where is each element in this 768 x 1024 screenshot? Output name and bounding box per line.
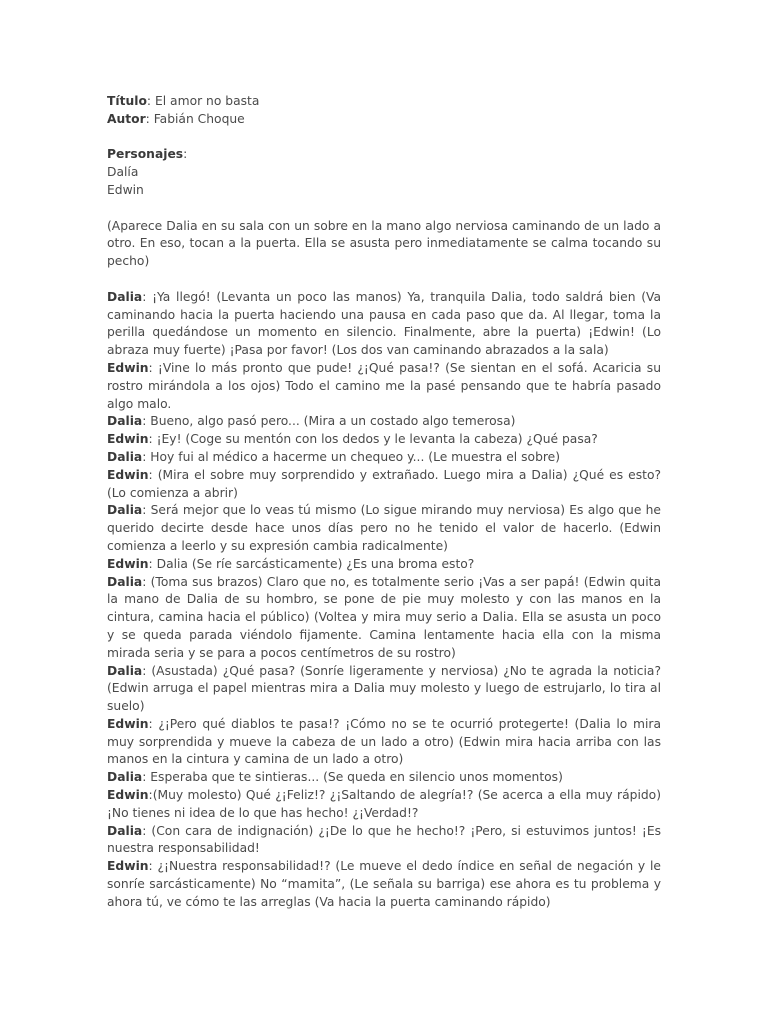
dialogue-text: : Será mejor que lo veas tú mismo (Lo sigue mirando muy nerviosa) Es algo que he querido decirte desde hace unos días pero no he tenido el valor de hacerlo. (Edwin comienza a leerlo y su expresión cambia radicalmente) [107, 503, 661, 553]
dialogue-text: : (Mira el sobre muy sorprendido y extrañado. Luego mira a Dalia) ¿Qué es esto? (Lo comienza a abrir) [107, 467, 661, 500]
dialogue-line [107, 823, 661, 859]
speaker-name: Edwin [107, 859, 149, 874]
speaker-name: Dalia [107, 574, 143, 589]
characters-colon: : [183, 147, 188, 162]
dialogue-line [107, 769, 661, 787]
author-label: Autor [107, 111, 146, 126]
dialogue-line [107, 574, 661, 663]
spacer [107, 271, 661, 289]
dialogue-line [107, 360, 661, 413]
speaker-name: Dalia [107, 414, 143, 429]
dialogue-text: : Esperaba que te sintieras... (Se queda en silencio unos momentos) [142, 770, 563, 785]
characters-heading [107, 146, 661, 164]
speaker-name: Edwin [107, 432, 149, 447]
dialogue-line [107, 502, 661, 555]
character-edwin: Edwin [107, 182, 144, 197]
title-label: Título [107, 94, 147, 108]
intro-stage-direction: (Aparece Dalia en su sala con un sobre en la mano algo nerviosa caminando de un lado a otro. En eso, tocan a la puerta. Ella se asusta pero inmediatamente se calma tocando su pecho) [107, 218, 661, 269]
speaker-name: Dalia [107, 449, 143, 464]
dialogue-text: : ¡Vine lo más pronto que pude! ¿¡Qué pasa!? (Se sientan en el sofá. Acaricia su rostro mirándola a los ojos) Todo el camino me la pasé pensando que te habría pasado algo malo. [107, 360, 661, 411]
title-value: : El amor no basta [146, 94, 260, 108]
dialogue-line [107, 858, 661, 911]
speaker-name: Edwin [107, 716, 149, 731]
dialogue-line [107, 556, 661, 574]
dialogue-block [107, 289, 661, 912]
dialogue-line [107, 787, 661, 823]
dialogue-text: : Bueno, algo pasó pero... (Mira a un costado algo temerosa) [142, 414, 516, 429]
author-value: : Fabián Choque [145, 111, 245, 126]
dialogue-text: : (Toma sus brazos) Claro que no, es totalmente serio ¡Vas a ser papá! (Edwin quita la mano de Dalia de su hombro, se pone de pie muy molesto y con las manos en la cintura, camina hacia el público) (Voltea y mira muy serio a Dalia. Ella se asusta un poco y se queda parada viéndolo fijamente. Camina lentamente hacia ella con la misma mirada seria y se para a pocos centímetros de su rostro) [107, 574, 661, 660]
dialogue-text: : (Con cara de indignación) ¿¡De lo que he hecho!? ¡Pero, si estuvimos juntos! ¡Es nuestra responsabilidad! [107, 823, 661, 856]
dialogue-text: : Hoy fui al médico a hacerme un chequeo y... (Le muestra el sobre) [142, 449, 561, 464]
dialogue-text: : (Asustada) ¿Qué pasa? (Sonríe ligeramente y nerviosa) ¿No te agrada la noticia? (Edwin arruga el papel mientras mira a Dalia muy molesto y luego de estrujarlo, lo tira al suelo) [107, 663, 661, 714]
script-page [107, 93, 661, 912]
spacer [107, 129, 661, 147]
dialogue-line [107, 467, 661, 503]
dialogue-line [107, 663, 661, 716]
dialogue-text: :(Muy molesto) Qué ¿¡Feliz!? ¿¡Saltando de alegría!? (Se acerca a ella muy rápido) ¡No tienes ni idea de lo que has hecho! ¿¡Verdad!? [107, 788, 661, 820]
character-dalia: Dalía [107, 165, 139, 180]
dialogue-line [107, 716, 661, 769]
speaker-name: Dalia [107, 823, 143, 838]
dialogue-text: : ¿¡Pero qué diablos te pasa!? ¡Cómo no se te ocurrió protegerte! (Dalia lo mira muy sorprendida y mueve la cabeza de un lado a otro) (Edwin mira hacia arriba con las manos en la cintura y camina de un lado a otro) [107, 716, 661, 767]
speaker-name: Dalia [107, 663, 143, 678]
characters-label: Personajes [107, 147, 184, 162]
title-line [107, 93, 661, 111]
dialogue-line [107, 431, 661, 449]
dialogue-line [107, 449, 661, 467]
dialogue-text: : Dalia (Se ríe sarcásticamente) ¿Es una broma esto? [148, 556, 475, 571]
dialogue-line [107, 289, 661, 360]
author-line [107, 111, 661, 129]
dialogue-text: : ¿¡Nuestra responsabilidad!? (Le mueve el dedo índice en señal de negación y le sonríe sarcásticamente) No “mamita”, (Le señala su barriga) ese ahora es tu problema y ahora tú, ve cómo te las arreglas (Va hacia la puerta caminando rápido) [107, 859, 661, 909]
speaker-name: Edwin [107, 556, 149, 571]
speaker-name: Edwin [107, 788, 149, 803]
speaker-name: Edwin [107, 467, 149, 482]
speaker-name: Dalia [107, 289, 143, 304]
speaker-name: Dalia [107, 503, 143, 518]
spacer [107, 200, 661, 218]
speaker-name: Edwin [107, 360, 149, 375]
dialogue-text: : ¡Ey! (Coge su mentón con los dedos y le levanta la cabeza) ¿Qué pasa? [148, 432, 598, 447]
speaker-name: Dalia [107, 770, 143, 785]
dialogue-line [107, 413, 661, 431]
dialogue-text: : ¡Ya llegó! (Levanta un poco las manos) Ya, tranquila Dalia, todo saldrá bien (Va caminando hacia la puerta haciendo una pausa en cada paso que da. Al llegar, toma la perilla quedándose un momento en silencio. Finalmente, abre la puerta) ¡Edwin! (Lo abraza muy fuerte) ¡Pasa por favor! (Los dos van caminando abrazados a la sala) [107, 289, 661, 358]
